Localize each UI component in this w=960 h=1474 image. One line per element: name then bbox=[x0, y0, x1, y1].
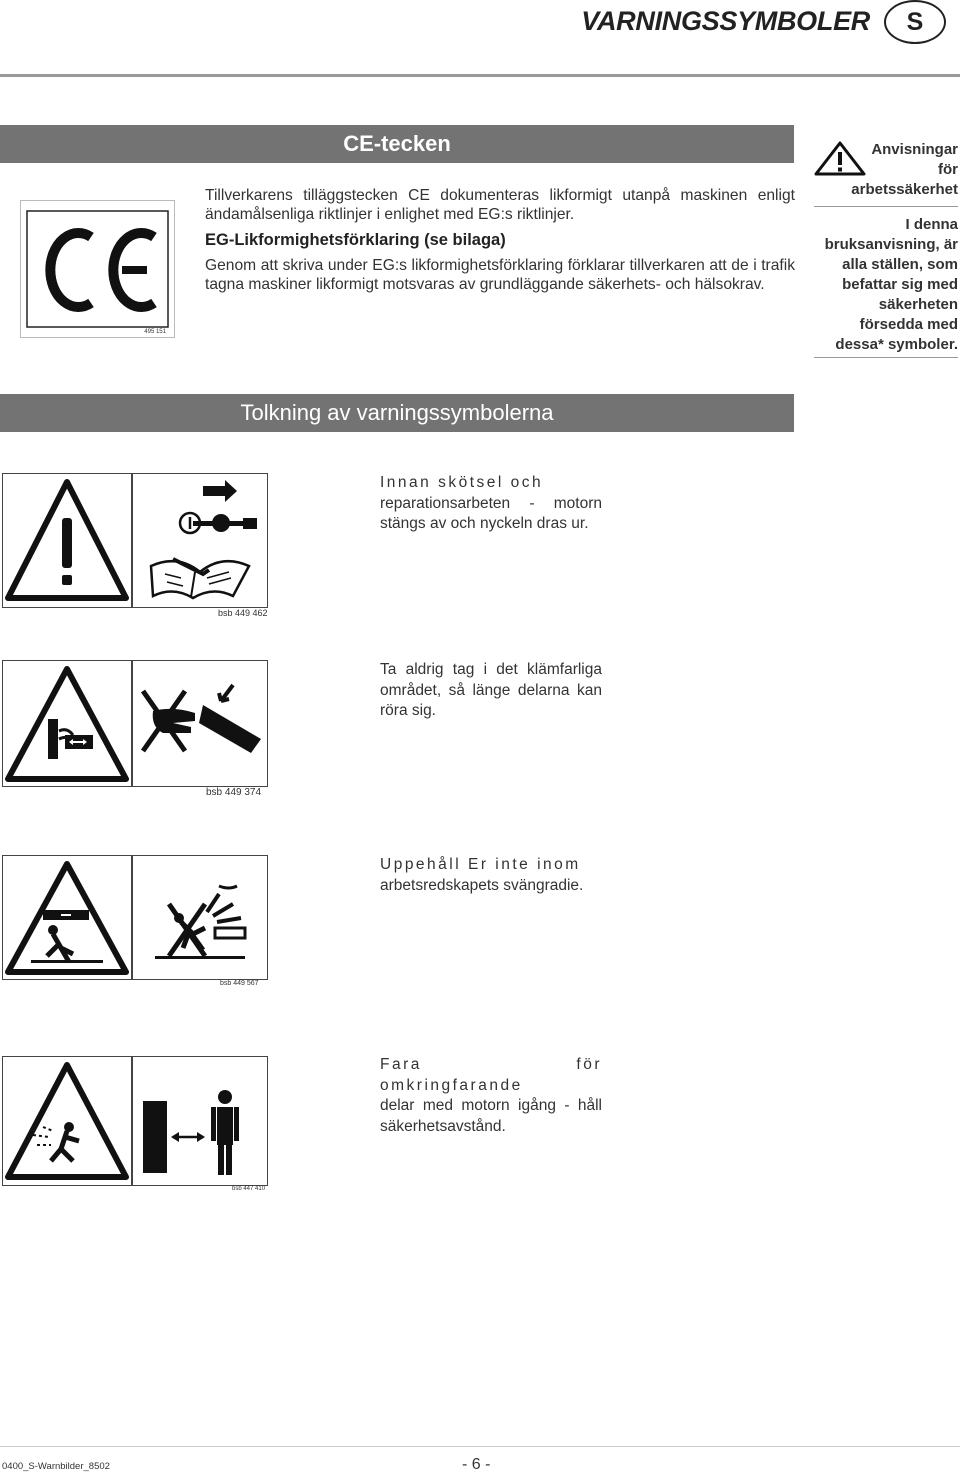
hand-crossed-out-icon bbox=[133, 661, 267, 786]
safety-note-heading-2: för bbox=[938, 161, 958, 178]
safety-distance-icon bbox=[133, 1057, 267, 1185]
ce-paragraph-1: Tillverkarens tilläggstecken CE dokumenteras likformigt utanpå maskinen enligt ändamålsenliga riktlinjer i enlighet med EG:s riktlinjer. bbox=[205, 187, 795, 223]
pictogram-code: bsb 449 462 bbox=[218, 608, 268, 618]
ce-paragraph-2: Genom att skriva under EG:s likformighetsförklaring förklarar tillverkaren att de i trafik tagna maskiner likformigt motsvaras av grundläggande säkerhets- och hälsokrav. bbox=[205, 257, 795, 293]
pictogram-code: bsb 447 410 bbox=[232, 1186, 266, 1192]
interpretation-section-bar: Tolkning av varningssymbolerna bbox=[0, 394, 794, 432]
ce-mark-icon bbox=[21, 201, 174, 337]
safety-note-heading-1: Anvisningar bbox=[871, 141, 958, 158]
instruction-text: Uppehåll Er inte inom arbetsredskapets svängradie. bbox=[380, 856, 584, 894]
crush-hazard-triangle-icon bbox=[3, 661, 131, 786]
instruction-text: Ta aldrig tag i det klämfarliga området, så länge delarna kan röra sig. bbox=[380, 661, 602, 719]
document-code: 0400_S-Warnbilder_8502 bbox=[2, 1461, 110, 1472]
ce-subheading: EG-Likformighetsförklaring (se bilaga) bbox=[205, 231, 506, 249]
pictogram-code: bsb 449 567 bbox=[220, 980, 259, 987]
pictogram-distance bbox=[132, 1056, 268, 1186]
instruction-text: Innan skötsel och reparationsarbeten - motorn stängs av och nyckeln dras ur. bbox=[380, 474, 602, 532]
pictogram-pinch-scene bbox=[132, 660, 268, 787]
person-swing-crossed-icon bbox=[133, 856, 267, 979]
safety-note-header bbox=[814, 140, 958, 180]
warning-triangle-icon bbox=[814, 140, 866, 176]
ce-logo-code: 495 151 bbox=[144, 329, 166, 335]
page-title: VARNINGSSYMBOLER bbox=[581, 6, 870, 36]
pictogram-warning bbox=[2, 473, 132, 608]
footer-divider bbox=[0, 1446, 960, 1447]
safety-note-heading-3: arbetssäkerhet bbox=[851, 181, 958, 198]
ce-description bbox=[205, 186, 795, 294]
pictogram-code: bsb 449 374 bbox=[206, 787, 262, 798]
ce-section-bar: CE-tecken bbox=[0, 125, 794, 163]
flying-parts-triangle-icon bbox=[3, 1057, 131, 1185]
safety-note-body: I denna bruksanvisning, är alla ställen, som befattar sig med säkerheten försedda med dessa* symboler. bbox=[814, 206, 958, 358]
key-and-manual-icon bbox=[133, 474, 267, 607]
exclamation-triangle-icon bbox=[3, 474, 131, 607]
ce-mark-logo bbox=[20, 200, 175, 338]
instruction-text: Fara för omkringfarande delar med motorn igång - håll säkerhetsavstånd. bbox=[380, 1056, 602, 1135]
pictogram-swing-warning bbox=[2, 855, 132, 980]
pictogram-debris-warning bbox=[2, 1056, 132, 1186]
pictogram-swing-scene bbox=[132, 855, 268, 980]
header-divider bbox=[0, 74, 960, 77]
safety-note bbox=[814, 140, 958, 358]
swing-hazard-triangle-icon bbox=[3, 856, 131, 979]
pictogram-key-manual bbox=[132, 473, 268, 608]
pictogram-pinch-warning bbox=[2, 660, 132, 787]
language-badge: S bbox=[884, 0, 946, 44]
page-number: - 6 - bbox=[462, 1456, 491, 1473]
